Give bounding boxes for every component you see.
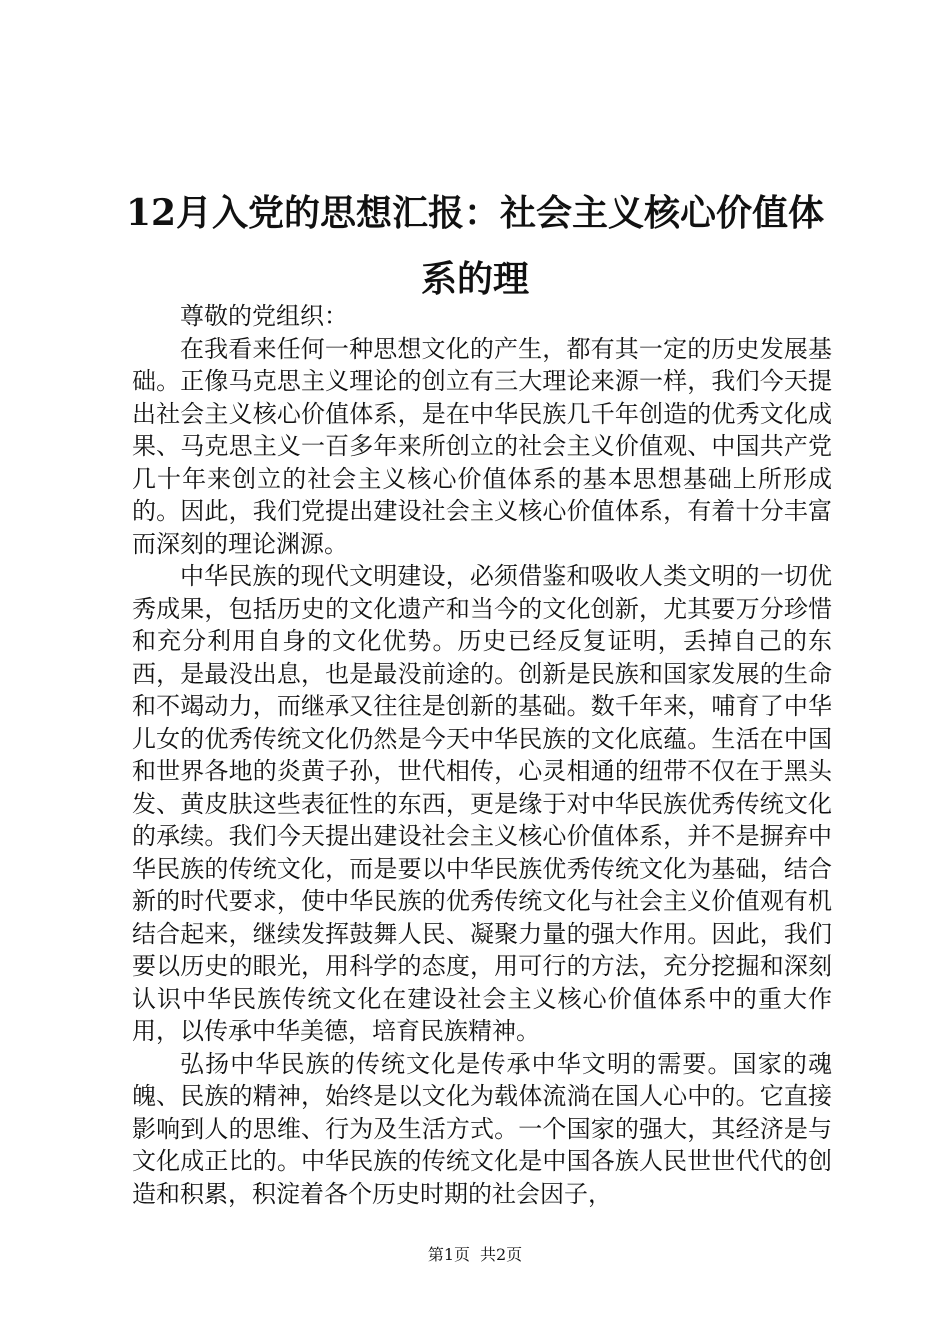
document-body — [132, 300, 832, 1210]
paragraph-2: 中华民族的现代文明建设，必须借鉴和吸收人类文明的一切优秀成果，包括历史的文化遗产和当今的文化创新，尤其要万分珍惜和充分利用自身的文化优势。历史已经反复证明，丢掉自己的东西，是最没出息，也是最没前途的。创新是民族和国家发展的生命和不竭动力，而继承又往往是创新的基础。数千年来，哺育了中华儿女的优秀传统文化仍然是今天中华民族的文化底蕴。生活在中国和世界各地的炎黄子孙，世代相传，心灵相通的纽带不仅在于黑头发、黄皮肤这些表征性的东西，更是缘于对中华民族优秀传统文化的承续。我们今天提出建设社会主义核心价值体系，并不是摒弃中华民族的传统文化，而是要以中华民族优秀传统文化为基础，结合新的时代要求，使中华民族的优秀传统文化与社会主义价值观有机结合起来，继续发挥鼓舞人民、凝聚力量的强大作用。因此，我们要以历史的眼光，用科学的态度，用可行的方法，充分挖掘和深刻认识中华民族传统文化在建设社会主义核心价值体系中的重大作用，以传承中华美德，培育民族精神。 — [132, 562, 832, 1045]
paragraph-1: 在我看来任何一种思想文化的产生，都有其一定的历史发展基础。正像马克思主义理论的创立有三大理论来源一样，我们今天提出社会主义核心价值体系，是在中华民族几千年创造的优秀文化成果、马克思主义一百多年来所创立的社会主义价值观、中国共产党几十年来创立的社会主义核心价值体系的基本思想基础上所形成的。因此，我们党提出建设社会主义核心价值体系，有着十分丰富而深刻的理论渊源。 — [132, 334, 832, 558]
page-total: 共2页 — [480, 1245, 523, 1264]
document-title: 12月入党的思想汇报：社会主义核心价值体系的理 — [125, 192, 825, 300]
page-footer — [0, 1245, 950, 1265]
page-number: 第1页 — [427, 1245, 470, 1264]
paragraph-3: 弘扬中华民族的传统文化是传承中华文明的需要。国家的魂魄、民族的精神，始终是以文化为载体流淌在国人心中的。它直接影响到人的思维、行为及生活方式。一个国家的强大，其经济是与文化成正比的。中华民族的传统文化是中国各族人民世世代代的创造和积累，积淀着各个历史时期的社会因子， — [132, 1049, 832, 1208]
salutation: 尊敬的党组织： — [180, 302, 348, 330]
